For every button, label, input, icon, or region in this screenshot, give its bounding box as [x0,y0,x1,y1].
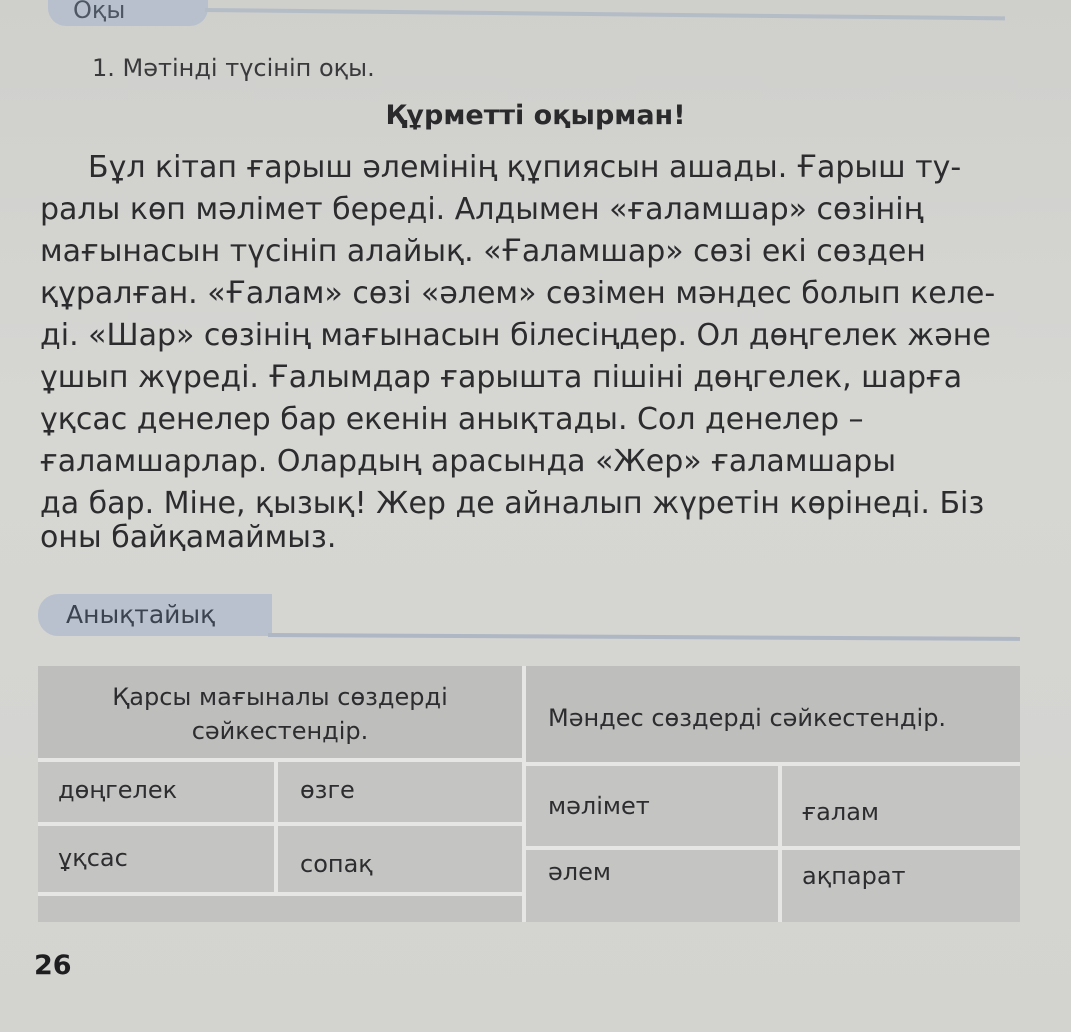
page-number: 26 [34,950,72,981]
section-tab-read [48,0,208,26]
text-line: ді. «Шар» сөзінің мағынасын білесіңдер. Ол дөңгелек және [40,318,991,353]
text-line: Бұл кітап ғарыш әлемінің құпиясын ашады. Ғарыш ту- [88,150,962,185]
table-cell: мәлімет [526,766,778,846]
left-header-line-2: сәйкестендір. [191,717,369,745]
table-divider [526,762,1020,766]
section-tab-define [38,594,272,636]
section-tab-read-label: Оқы [73,0,126,24]
right-header-label: Мәндес сөздерді сәйкестендір. [548,704,947,732]
table-cell: өзге [278,762,522,822]
text-line: ұқсас денелер бар екенін анықтады. Сол денелер – [40,402,864,437]
text-line: оны байқамаймыз. [40,520,337,555]
table-divider [778,762,782,922]
table-divider [38,758,522,762]
table-cell: ғалам [782,766,1020,846]
text-line: ұшып жүреді. Ғалымдар ғарышта пішіні дөңгелек, шарға [40,360,963,395]
text-line: ралы көп мәлімет береді. Алдымен «ғаламшар» сөзінің [40,192,924,227]
table-divider [38,822,522,826]
task-instruction: 1. Мәтінді түсініп оқы. [92,54,375,82]
left-header-cell [38,666,522,758]
table-cell: ақпарат [782,850,1020,922]
right-header-cell [526,666,1020,762]
table-divider [526,846,1020,850]
table-cell: сопақ [278,826,522,892]
table-divider [522,666,526,922]
left-header-line-1: Қарсы мағыналы сөздерді [112,683,448,711]
text-line: да бар. Міне, қызық! Жер де айналып жүретін көрінеді. Біз [40,486,985,521]
section-tab-define-label: Анықтайық [66,600,216,629]
text-line: ғаламшарлар. Олардың арасында «Жер» ғаламшары [40,444,897,479]
text-title: Құрметті оқырман! [385,100,686,131]
text-line: мағынасын түсініп алайық. «Ғаламшар» сөзі екі сөзден [40,234,926,269]
table-cell: дөңгелек [38,762,274,822]
table-cell: ұқсас [38,826,274,892]
table-cell: әлем [526,850,778,922]
matching-table [38,666,1020,922]
table-divider [38,892,522,896]
text-line: құралған. «Ғалам» сөзі «әлем» сөзімен мәндес болып келе- [40,276,996,311]
